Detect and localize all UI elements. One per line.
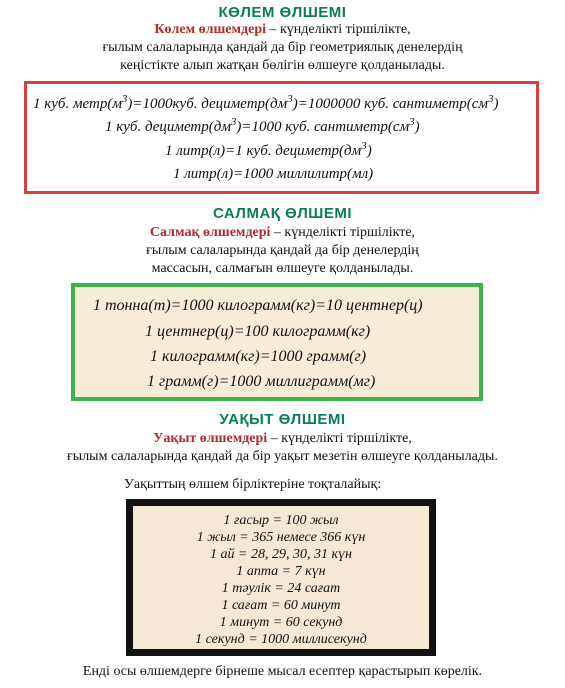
time-definition (0, 430, 565, 466)
time-formula-2: 1 жыл = 365 немесе 366 күн (196, 530, 366, 545)
time-formula-4: 1 апта = 7 күн (236, 564, 326, 579)
volume-formula-3: 1 литр(л)=1 куб. $дециметр(дм^3)$ (165, 139, 372, 159)
time-formula-5: 1 тәулік = 24 сағат (221, 581, 341, 596)
mass-formula-3: 1 килограмм(кг)=1000 грамм(г) (150, 348, 367, 365)
volume-def-line1: – күнделікті тіршілікте, (266, 22, 411, 37)
mass-def-line1: – күнделікті тіршілікте, (270, 225, 416, 240)
time-formula-3: 1 ай = 28, 29, 30, 31 күн (210, 547, 352, 562)
mass-formula-box (71, 283, 483, 401)
volume-formula-box (24, 81, 539, 194)
volume-term: Көлем өлшемдері (154, 22, 266, 37)
time-formula-1: 1 ғасыр = 100 жыл (223, 513, 339, 528)
time-term: Уақыт өлшемдері (153, 431, 268, 446)
time-intro: Уақыттың өлшем бірліктеріне тоқталайық: (124, 477, 382, 492)
time-formula-list (133, 512, 429, 648)
time-title: УАҚЫТ ӨЛШЕМІ (219, 411, 346, 428)
footer-text: Енді осы өлшемдерге бірнеше мысал есептер қарастырып көрелік. (82, 664, 483, 679)
time-formula-box (126, 499, 436, 656)
mass-formula-4: 1 грамм(г)=1000 миллиграмм(мг) (147, 373, 376, 390)
time-def-line2: ғылым салаларында қандай да бір уақыт мезетін өлшеуге қолданылады. (67, 449, 498, 464)
volume-formula-1: 1 куб. $метр(м^3)=1000куб$. $дециметр(дм^3)=1000000$ куб. $сантиметр(см^3)$ (33, 92, 499, 112)
time-formula-8: 1 секунд = 1000 миллисекунд (195, 632, 367, 647)
volume-def-line3: кеңістікте алып жатқан бөлігін өлшеуге қолданылады. (120, 58, 445, 73)
mass-formula-2: 1 центнер(ц)=100 килограмм(кг) (145, 323, 371, 340)
mass-definition (0, 224, 565, 278)
time-formula-6: 1 сағат = 60 минут (221, 598, 341, 613)
mass-title: САЛМАҚ ӨЛШЕМІ (212, 205, 353, 222)
volume-def-line2: ғылым салаларында қандай да бір геометриялық денелердің (102, 40, 463, 55)
volume-formula-4: 1 литр(л)=1000 миллилитр(мл) (173, 166, 374, 182)
time-def-line1: – күнделікті тіршілікте, (267, 431, 412, 446)
volume-definition (0, 21, 565, 75)
volume-title: КӨЛЕМ ӨЛШЕМІ (218, 4, 347, 21)
volume-formula-2: 1 куб. $дециметр(дм^3)=1000$ куб. $сантиметр(см^3)$ (105, 115, 420, 135)
mass-def-line3: массасын, салмағын өлшеуге қолданылады. (151, 261, 414, 276)
mass-term: Салмақ өлшемдері (149, 225, 271, 240)
mass-formula-1: 1 тонна(т)=1000 килограмм(кг)=10 центнер(ц) (93, 297, 423, 314)
mass-def-line2: ғылым салаларында қандай да бір денелердің (146, 243, 419, 258)
time-formula-7: 1 минут = 60 секунд (219, 615, 343, 630)
